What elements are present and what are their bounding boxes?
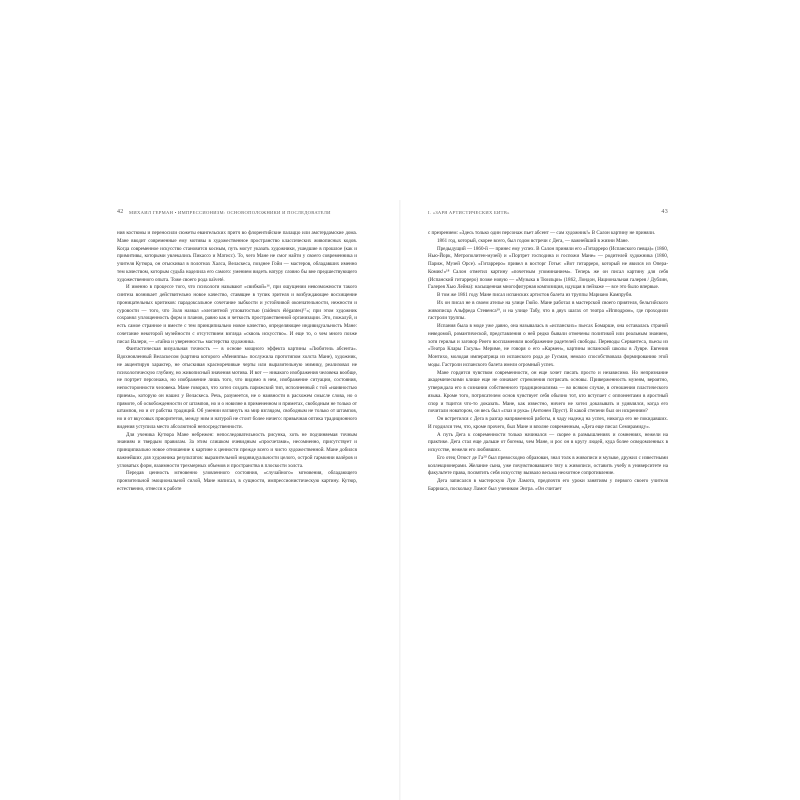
- paragraph: Фантастическая визуальная точность — в основе мощного эффекта картины «Любитель абсента». Вдохновленный Веласкесом (картина которого «Мениппы» послужила прототипом холста Мане), художник, не акцентируя характер, не отыскивая красноречивые черты или выразительную мимику, реализовал не психологическую глубину, но живописный значения мотива. И вот — никакого изображения человека вообще, не портрет персонажа, но изображение лишь того, что видимо в нем, изображение ситуации, состояния, непосторонности человека. Мане говорил, что хотел создать парижский тип, исполненный с той «наивностью приема», которую он нашел у Веласкеса. Речь, разумеется, не о наивности в расхожем смысле слова, но о прямоте, об освобожденности от штампов, но и о новизне в примененном и приметах, свободным не только от штампов, но и от рабства традиций. Об умении взглянуть на мир взглядом, свободным не только от штампов, но и от вкусовых приоритетов, между ним и натурой не стоит более ничего: привычная оптика традиционного видения уступила место абсолютной непосредственности.: [117, 346, 357, 430]
- left-running-head: МИХАИЛ ГЕРМАН • ИМПРЕССИОНИЗМ: ОСНОВОПОЛОЖНИКИ И ПОСЛЕДОВАТЕЛИ: [129, 209, 331, 215]
- paragraph: Он встретился с Дега в разгар напряженной работы, в чаду надежд на успех, никогда его не покидавших. И гордился тем, что, кроме прочего, был Мане и вполне современным, «Дега еще писал Семирамиду».: [428, 416, 668, 430]
- right-page-number: 43: [661, 209, 668, 215]
- paragraph: с презрением: «Здесь только один персонаж пьет абсент — сам художник!» В Салон картину не приняли.: [428, 230, 656, 236]
- paragraph: Мане гордится чувством современности, он еще хочет писать просто и независимо. Но непризнание академическими клише еще не означает стремления потрясать основы. Приверженность музеям, вероятно, утверждала его в сознании собственного традиционализма — во всяком случае, в отношении пластического языка. Кроме того, потрясателем основ чувствует себя обычно тот, кто вступает с оппонентами в яростный спор и тщится что-то доказать. Мане, как известно, ничего не хотел доказывать и удивлялся, когда его почитали новатором, он весь был «глаз и рука» (Антонен Пруст). В какой степени был он искренним?: [428, 369, 668, 415]
- paragraph: 1861 год, который, скорее всего, был годом встречи с Дега, — важнейший в жизни Мане.: [437, 237, 629, 244]
- right-page-header: [428, 209, 668, 219]
- paragraph: А путь Дега к современности только начинался — скорее в размышлениях и сомнениях, нежели на практике. Дега стал еще дальше от богемы, чем Мане, и рос он в кругу людей, куда более осведомленных в искусстве, нежели его любивших.: [428, 431, 668, 453]
- paragraph: Предыдущий — 1860-й — принес ему успех. В Салон приняли его «Гитарреро (Испанского певца)» (1860, Нью-Йорк, Метрополитен-музей) и «Портрет господина и госпожи Мане» — родителей художника (1860, Париж, Музей Орсе). «Гитарреро» привел в восторг Готье: «Вот гитарреро, который не явился из Опера-Комик!»¹⁸ Салон отметил картину «почетным упоминанием». Теперь же он писал картину для себя (Испанский гитарреро) позже новую — «Музыка в Тюильри» (1862, Лондон, Национальная галерея / Дублин, Галерея Хью Лейна): насыщенная многофигурная композиция, идущая в пейзаже — все это было впервые.: [428, 245, 668, 291]
- left-page: [117, 209, 357, 494]
- left-page-number: 42: [117, 209, 124, 215]
- paragraph: ния костюмы и переносили сюжеты евангельских притч во флорентийские палаццо или амстердамские дома. Мане вводит современные ему мотивы в художественное пространство классических живописных кодов. Когда современное искусство становится косным, путь могут указать художники, ушедшие в прошлое (как и примитивы, которыми увлекались Пикассо и Матисс). То, чего Мане не смог найти у своего современника и учителя Кутюра, он отыскивал в полотнах Халса, Веласкеса, позднее Гойи — мастеров, обладавших именно тем качеством, которым судьба наделила его самого: умением видеть натуру словно бы вне предшествующего художественного опыта. Тоже своего рода naïveté.: [117, 230, 357, 283]
- left-page-body: [117, 230, 357, 494]
- paragraph: Их он писал не в своем ателье на улице Гюйо. Мане работал в мастерской своего приятеля, бельгийского живописца Альфреда Стевенса¹⁹, и на улице Табу, что в двух шагах от театра «Ипподром», где проходили гастроли труппы.: [428, 299, 668, 322]
- paragraph: В том же 1861 году Мане писал испанских артистов балета из труппы Мариано Кампруби.: [437, 292, 633, 298]
- paragraph: Его отец Огюст де Га²⁰ был превосходно образован, знал толк в живописи и музыке, дружил с известными коллекционерами. Желание сына, уже почувствовавшего тягу к живописи, оставить учебу в университете на факультете права, посвятить себя искусству вызвало весьма неохотное сопротивление.: [428, 454, 668, 477]
- left-page-header: [117, 209, 357, 219]
- book-gutter: [399, 200, 401, 800]
- paragraph: И именно в процессе того, что психологи называют «свибкой»¹⁶, при ощущении невозможности такого синтеза возникает действительно новое качество, ставящее в тупик зрителя и возбуждающее восхищение проницательных критиков: парадоксальное сочетание зыбкости и устойчивой окончательности, нежности и суровости — того, что Золя назвал «элегантной угловатостью (raideurs élégantes)¹⁷»; при этом художник сохранял уплощенность форм и планов, равно как и четкость пространственной организации. Это, пожалуй, и есть самое странное и вместе с тем принципиально новое качество, определяющее индивидуальность Мане: сочетание некоторой музейности с отсутствием взгляда «сквозь искусство». И еще то, о чем много позже писал Валери, — «тайна и уверенность» мастерства художника.: [117, 284, 357, 345]
- paragraph: Испания была в моде уже давно, она называлась в «испанских» пьесах Бомарше, она оставалась страной неведомой, романтической, представления о ней редко бывали отмечены политикой или реальным знанием, хотя герилья и заговор Риего воспламеняли воображение радетелей свободы. Переводы Сервантеса, пьесы из «Театра Клары Гасуль» Мериме, не говоря о его «Кармен», картины испанской школы в Лувре. Евгения Монтихо, молодая императрица из испанского рода де Гусман, немало способствовала формированию этой моды. Гастроли испанского балета имели огромный успех.: [428, 323, 668, 368]
- paragraph: Передав ценность мгновенно уловленного состояния, «случайного» мгновения, обладающего пронзительной эмоциональной силой, Мане написал, в сущности, импрессионистическую картину. Кутюр, естественно, отнесся к работе: [117, 470, 357, 492]
- right-page-body: [428, 230, 668, 494]
- right-running-head: I. «ЗАРЯ АРТИСТИЧЕСКИХ БИТВ»: [428, 209, 510, 215]
- paragraph: Для ученика Кутюра Мане небрежен: непоследовательность рисунка, хоть не подчиняемая точным знаниям и твердым правилам. За этим слишком очевидным «просчетами», несомненно, присутствует и принципиально новое отношение к картине к ценности прежде всего и чисто художественной. Мане добился важнейших для художника результатов: выразительной индивидуальности целого, острой гармонии валёров и угловатых форм, взаимности трехмерных объемов и пространства в плоскости холста.: [117, 431, 357, 469]
- right-page: [428, 209, 668, 494]
- paragraph: Дега записался в мастерскую Луи Ламота, предпочтя его уроки занятиям у первого своего учителя Барриаса, поскольку Ламот был учеником Энгра. «Он считает: [428, 478, 668, 492]
